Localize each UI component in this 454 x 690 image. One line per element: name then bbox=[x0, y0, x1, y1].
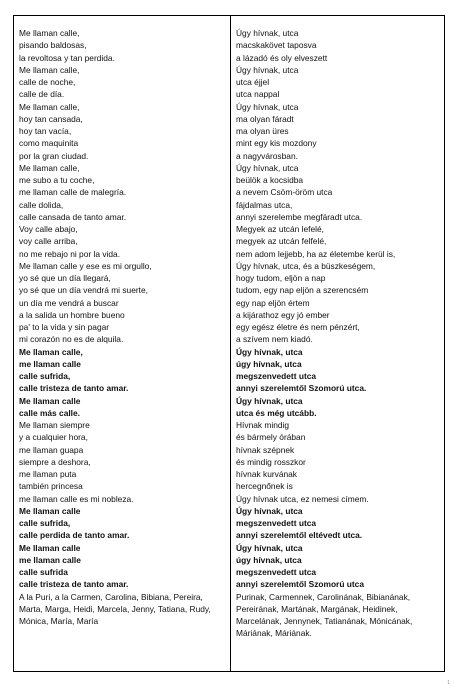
lyric-line: Me llaman calle, bbox=[19, 162, 80, 173]
lyric-line: Me llaman calle, bbox=[19, 64, 80, 75]
lyric-line: me llaman calle es mi nobleza. bbox=[19, 493, 134, 504]
lyric-line: me llaman puta bbox=[19, 469, 77, 479]
lyric-line: hívnak kurvának bbox=[236, 469, 297, 479]
lyric-line: macskakövet taposva bbox=[236, 40, 317, 51]
lyric-line: calle sufrida, bbox=[19, 371, 71, 381]
lyric-line: ma olyan üres bbox=[236, 126, 289, 136]
lyric-line: un día me vendrá a buscar bbox=[19, 297, 119, 308]
lyric-line: úgy hívnak, utca bbox=[236, 554, 302, 565]
lyric-line: pa' to la vida y sin pagar bbox=[19, 322, 110, 332]
lyric-line: Me llaman calle, bbox=[19, 28, 80, 38]
lyric-line: mi corazón no es de alquila. bbox=[19, 334, 124, 345]
lyric-line: calle dolida, bbox=[19, 199, 64, 210]
lyric-line: Úgy hívnak, utca bbox=[236, 162, 299, 173]
lyric-line: utca nappal bbox=[236, 89, 280, 100]
lyric-line: me subo a tu coche, bbox=[19, 175, 95, 185]
lyric-line: utca és még utcább. bbox=[236, 407, 317, 418]
lyric-line: annyi szerelemtől Szomorú utca bbox=[236, 579, 364, 590]
lyric-line: úgy hívnak, utca bbox=[236, 358, 302, 369]
lyric-line: Úgy hívnak, utca bbox=[236, 64, 299, 75]
lyric-line: no me rebajo ni por la vida. bbox=[19, 248, 121, 259]
lyric-line: Me llaman calle, bbox=[19, 346, 83, 357]
dedication-paragraph: A la Puri, a la Carmen, Carolina, Bibiana, Pereira, Marta, Marga, Heidi, Marcela, Jenny, Tatiana, Rudy, Mónica, María, María bbox=[19, 591, 211, 626]
lyric-line: Úgy hívnak, utca, és a büszkeségem, bbox=[236, 260, 376, 271]
lyric-line: calle de noche, bbox=[19, 77, 76, 87]
lyric-line: calle cansada de tanto amar. bbox=[19, 211, 127, 222]
lyric-line: pisando baldosas, bbox=[19, 40, 87, 51]
lyric-line: calle sufrida bbox=[19, 567, 68, 577]
lyric-line: a la salida un hombre bueno bbox=[19, 309, 125, 320]
lyric-line: egy egész életre és nem pénzért, bbox=[236, 322, 360, 332]
lyric-line: Úgy hívnak, utca bbox=[236, 395, 303, 406]
lyric-line: voy calle arriba, bbox=[19, 236, 78, 247]
lyric-line: Me llaman calle, bbox=[19, 101, 80, 112]
lyric-line: calle sufrida, bbox=[19, 518, 71, 528]
lyric-line: hercegnőnek is bbox=[236, 481, 293, 492]
spanish-lyrics-column bbox=[19, 27, 225, 627]
lyric-line: como maquinita bbox=[19, 138, 79, 149]
hungarian-lyrics-column bbox=[236, 27, 441, 640]
lyric-line: Me llaman calle bbox=[19, 505, 81, 516]
lyric-line: Úgy hívnak, utca bbox=[236, 542, 303, 553]
lyric-line: yo sé que un día vendrá mi suerte, bbox=[19, 285, 148, 296]
lyric-line: la revoltosa y tan perdida. bbox=[19, 52, 115, 63]
lyric-line: utca éjjel bbox=[236, 77, 270, 87]
lyric-line: tudom, egy nap eljön a szerencsém bbox=[236, 285, 369, 296]
lyric-line: annyi szerelemtől eltévedt utca. bbox=[236, 530, 363, 541]
lyric-line: a lázadó és oly elveszett bbox=[236, 52, 328, 63]
lyric-line: y a cualquier hora, bbox=[19, 432, 88, 443]
dedication-paragraph: Purinak, Carmennek, Carolinának, Bibianának, Pereirának, Martának, Margának, Heidinek, Marcelának, Jennynek, Tatianának, Mónicának, Máriának, Máriának. bbox=[236, 591, 413, 639]
lyric-line: también princesa bbox=[19, 481, 83, 492]
lyric-line: hoy tan cansada, bbox=[19, 113, 83, 124]
lyric-line: megyek az utcán felfelé, bbox=[236, 236, 327, 247]
lyric-line: és mindig rosszkor bbox=[236, 456, 306, 467]
lyric-line: me llaman calle bbox=[19, 358, 81, 369]
lyric-line: calle tristeza de tanto amar. bbox=[19, 383, 129, 394]
lyric-line: annyi szerelembe megfáradt utca. bbox=[236, 211, 363, 222]
lyric-line: nem adom lejjebb, ha az életembe kerül is, bbox=[236, 248, 396, 259]
lyric-line: beülök a kocsidba bbox=[236, 175, 304, 185]
lyric-line: megszenvedett utca bbox=[236, 371, 317, 381]
lyric-line: a nevem Csöm-öröm utca bbox=[236, 187, 333, 198]
lyric-line: és bármely órában bbox=[236, 432, 306, 443]
lyric-line: a szívem nem kiadó. bbox=[236, 334, 313, 345]
lyric-line: ma olyan fáradt bbox=[236, 113, 294, 124]
lyric-line: Úgy hívnak, utca bbox=[236, 505, 303, 516]
lyric-line: yo sé que un día llegará, bbox=[19, 273, 111, 283]
lyric-line: siempre a deshora, bbox=[19, 456, 91, 467]
lyric-line: me llaman guapa bbox=[19, 444, 84, 455]
lyric-line: Úgy hívnak, utca bbox=[236, 101, 299, 112]
page-number: 1 bbox=[447, 680, 450, 686]
lyric-line: a nagyvárosban. bbox=[236, 150, 298, 161]
lyric-line: Úgy hívnak, utca bbox=[236, 346, 303, 357]
lyric-line: calle más calle. bbox=[19, 407, 80, 418]
lyric-line: megszenvedett utca bbox=[236, 518, 317, 528]
lyric-line: Hívnak mindig bbox=[236, 420, 290, 430]
lyric-line: por la gran ciudad. bbox=[19, 150, 89, 161]
lyric-line: Úgy hívnak utca, ez nemesi címem. bbox=[236, 493, 369, 504]
lyric-line: Úgy hívnak, utca bbox=[236, 28, 299, 38]
lyric-line: megszenvedett utca bbox=[236, 567, 317, 577]
lyric-line: hoy tan vacía, bbox=[19, 126, 72, 136]
lyric-line: Voy calle abajo, bbox=[19, 224, 78, 234]
lyric-line: Megyek az utcán lefelé, bbox=[236, 224, 324, 234]
lyric-line: annyi szerelemtől Szomorú utca. bbox=[236, 383, 367, 394]
lyric-line: Me llaman calle bbox=[19, 542, 81, 553]
lyric-line: calle perdida de tanto amar. bbox=[19, 530, 130, 541]
lyric-line: fájdalmas utca, bbox=[236, 199, 293, 210]
lyric-line: hívnak szépnek bbox=[236, 444, 295, 455]
lyric-line: me llaman calle bbox=[19, 554, 81, 565]
lyric-line: hogy tudom, eljön a nap bbox=[236, 273, 326, 283]
lyric-line: egy nap eljön értem bbox=[236, 297, 310, 308]
lyric-line: mint egy kis mozdony bbox=[236, 138, 317, 149]
column-divider bbox=[230, 16, 231, 671]
lyric-line: a kijárathoz egy jó ember bbox=[236, 309, 330, 320]
lyric-line: calle de día. bbox=[19, 89, 65, 100]
lyric-line: Me llaman calle bbox=[19, 395, 81, 406]
lyric-line: Me llaman siempre bbox=[19, 420, 90, 430]
lyric-line: calle tristeza de tanto amar. bbox=[19, 579, 129, 590]
lyric-line: Me llaman calle y ese es mi orgullo, bbox=[19, 260, 152, 271]
lyric-line: me llaman calle de malegría. bbox=[19, 187, 127, 198]
document-table bbox=[13, 15, 445, 672]
